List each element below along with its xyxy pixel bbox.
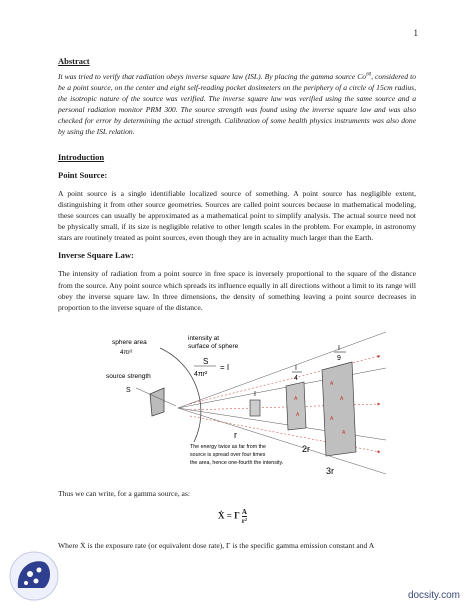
abstract-text-part1: It was tried to verify that radiation obeys inverse square law (ISL). By placing the gamma source Co — [58, 72, 367, 81]
page-number: 1 — [413, 28, 418, 38]
source-symbol: S — [126, 387, 131, 394]
patch-2r — [286, 382, 306, 430]
formula-equals: = I — [220, 363, 230, 372]
svg-text:A: A — [294, 396, 298, 402]
i-quarter-den: 4 — [294, 375, 298, 382]
equation-fraction — [242, 508, 247, 525]
equation-lhs: Ẋ = Γ — [218, 510, 240, 521]
2r-label: 2r — [302, 444, 311, 454]
formula-denominator: 4πr² — [194, 371, 208, 378]
isl-text: The intensity of radiation from a point source in free space is inversely proportional to the square of the distance from the source. Any point source which spreads its influence equally in all directions without a limit to its range will obey the inverse square law. In three dimensions, the density of something leaving a point source decreases in proportion to the inverse square of the distance. — [58, 269, 416, 312]
i-label: I — [254, 391, 256, 398]
equation-numerator: A — [241, 508, 247, 516]
final-text: Where Ẋ is the exposure rate (or equivalent dose rate), Γ is the specific gamma emission constant and A — [58, 541, 375, 550]
svg-text:A: A — [330, 381, 334, 387]
svg-text:A: A — [342, 430, 346, 436]
introduction-section — [58, 152, 416, 313]
after-figure-text: Thus we can write, for a gamma source, as: — [58, 489, 190, 498]
inverse-square-figure — [90, 330, 390, 478]
3r-label: 3r — [326, 466, 335, 476]
caption-line-1: The energy twice as far from the — [190, 444, 266, 450]
patch-3r — [322, 362, 356, 456]
docsity-brand[interactable]: docsity.com — [407, 590, 460, 601]
source-strength-label: source strength — [106, 373, 151, 380]
intensity-label-2: surface of sphere — [188, 343, 239, 350]
i-quarter-num: I — [295, 365, 297, 372]
svg-text:A: A — [340, 396, 344, 402]
abstract-text-part2: , considered to be a point source, on the center and eight self-reading pocket dosimeters on the periphery of a circle of 15cm radius, the isotropic nature of the source was verified. The inverse square law was verified using the same source and a personal radiation monitor PRM 300. The source strength was found using the inverse square law and was also checked for error by determining the actual strength. Calibration of some health physics instruments was also done by using the ISL relation. — [58, 72, 416, 137]
isl-heading: Inverse Square Law: — [58, 250, 134, 261]
abstract-section — [58, 56, 416, 138]
sphere-area-formula: 4πr² — [120, 349, 133, 356]
introduction-heading: Introduction — [58, 152, 105, 162]
point-source-text: A point source is a single identifiable localized source of something. A point source has negligible extent, distinguishing it from other source geometries. Sources are called point sources because in mathematical modeling, these sources can usually be approximated as a mathematical point to simplify analysis. The actual source need not be physically small, if its size is negligible relative to other length scales in the problem. For example, in astronomy stars are routinely treated as point sources, even though they are in actuality much larger than the Earth. — [58, 189, 416, 243]
caption-line-2: source is spread over four times — [190, 452, 266, 458]
source-patch — [150, 388, 164, 416]
patch-r — [250, 400, 260, 416]
caption-line-3: the area, hence one-fourth the intensity. — [190, 460, 284, 466]
abstract-heading: Abstract — [58, 56, 90, 66]
sphere-area-label: sphere area — [112, 339, 147, 346]
r-label: r — [234, 430, 237, 440]
svg-text:A: A — [330, 416, 334, 422]
svg-text:A: A — [296, 412, 300, 418]
abstract-sup: 60 — [366, 72, 372, 78]
i-ninth-den: 9 — [337, 355, 341, 362]
formula-numerator: S — [203, 357, 209, 366]
equation-denominator: r² — [241, 517, 247, 525]
docsity-logo — [6, 548, 62, 604]
i-ninth-num: I — [338, 345, 340, 352]
sphere-arc — [160, 348, 201, 442]
abstract-text — [58, 71, 416, 138]
exposure-equation — [218, 508, 247, 525]
intensity-label-1: intensity at — [188, 335, 220, 342]
point-source-heading: Point Source: — [58, 170, 108, 180]
